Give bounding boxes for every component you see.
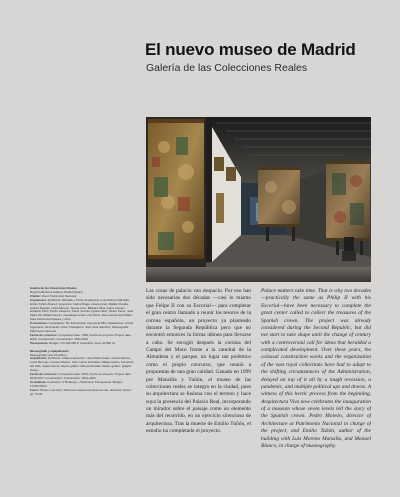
credits-line: Fecha de concurso: Competition date: 1999; Fecha de proyecto: Project date: 2002; Construcción: Construction: 2006-2016 bbox=[30, 332, 132, 341]
credits-line: Fotos: Photos: Luis Asín, Patrimonio Nacional (obras de arte: artworks) Textos: pp. 70-93 bbox=[30, 387, 132, 396]
credits-line: Arquitectos: Architects: Frade Arquitectos / Juan Pablo Frade, Carlos Marcos, Lucía Bermejo, Carmen Muñoz, Juan Carlos González, Rafael Castro, Fernando del Valle, Adela García; diseño gráfico: Manuel Estrada; diseño gráfico: graphic design bbox=[30, 356, 134, 373]
credits-line: Contratista: Contractor: UTE Empty + Telefónica; Presupuesto: Budget: 14.500.000 € bbox=[30, 379, 123, 388]
credits-line: Museography and furnishing bbox=[30, 352, 67, 357]
body-text-spanish: Las cosas de palacio van despacio. Por eso han sido necesarias dos décadas —casi lo mismo que Felipe II con su Escorial— para completar el gran centro llamado a reunir los tesoros de la corona española, un proyecto ya planteado durante la Segunda República pero que no encontró entonces la forma idónea para llevarse a cabo. Se escogió después la cornisa del Campo del Moro frente a la catedral de la Almudena y el parque, un lugar tan polémico como el propio concurso, que reunió a propuestas de una gran calidad. Ganado en 1999 por Mansilla y Tuñón, el museo de las colecciones reales se integra en la ciudad, pues su arquitectura se fusiona con el terreno y hace suya la presencia del Palacio Real, incorporando un mirador sobre el paisaje como un elemento más del recorrido, en un ejercicio silencioso de arquitectura. Tras la muerte de Emilio Tuñón, el estudio ha completado el proyecto. bbox=[146, 288, 251, 435]
credits-line: Consultores: Consultants: TD; Estructuras: Ingeniería NB; Instalaciones: Urculo Ingenieros; Iluminación: Artec; Paisajismo: Juan José Sánchez; Museografía: Patrimonio Nacional bbox=[30, 321, 134, 333]
credits-heading: Galería de las Colecciones Reales bbox=[30, 286, 77, 290]
body-text-english: Palace matters take time. That is why two decades—practically the same as Philip II with his Escorial—have been necessary to complete the great center called to collect the treasures of the Spanish crown. The project was already considered during the Second Republic, but did not start to take shape until the change of century with a controversial call for ideas that heralded a complicated development. Over these years, the colossal construction works and the organization of the vast royal collections have had to adapt to the shifting circumstances of the Administration, delayed on top of it all by a tough recession, a pandemic, and multiple political ups and downs. A witness of this hectic process from the beginning, Arquitectura Viva now celebrates the inauguration of a museum whose seven levels tell the story of the Spanish crown. Pedro Moleón, director of Architecture at Patrimonio Nacional in charge of the project, and Emilio Tuñón, author of the building with Luis Moreno Mansilla, and Manuel Blanco, in charge of museography. bbox=[261, 288, 371, 449]
credits-heading: Museografía y equipamiento bbox=[30, 348, 70, 353]
credits-line: Presupuesto: Budget: 170.000.000 €; Superficie: Area: 40.000 m² bbox=[30, 340, 116, 345]
gallery-photo bbox=[146, 117, 371, 282]
credits-column bbox=[30, 287, 134, 396]
credits-line: Cliente: Client: Patrimonio Nacional bbox=[30, 293, 77, 298]
page-title: El nuevo museo de Madrid bbox=[145, 40, 356, 59]
page-subtitle: Galería de las Colecciones Reales bbox=[146, 62, 308, 74]
credits-line: Fecha de concurso: Competition date: 2016; Fecha de proyecto: Project date: 2016-2017; Construcción: Construction: 2021-2023 bbox=[30, 372, 132, 380]
credits-line: Arquitectos: Architects: Mansilla + Tuñón Arquitectos / Luis Moreno Mansilla, Emilio Tuñón Álvarez; proyectos: Carlos Brage, Ainara Amat, Matilde Peralta, Andrés Regidor, Clara Moreno, Teresa Cruz, Bárbara Silva; Jaime Gómez, Emiliano Peiró, Pedro Vásquez, Óscar Vicente; Ignacio Ruiz, Álvaro Pérez, Juan Pablo Gil; Rafael Cerezo, Guadalupe Amat, Luis Pérez, Dora Garcia de la Mata, Sara García de Paredes y otros bbox=[30, 297, 134, 322]
credits-line: Royal Collections Gallery, Madrid (Spain) bbox=[30, 289, 83, 294]
